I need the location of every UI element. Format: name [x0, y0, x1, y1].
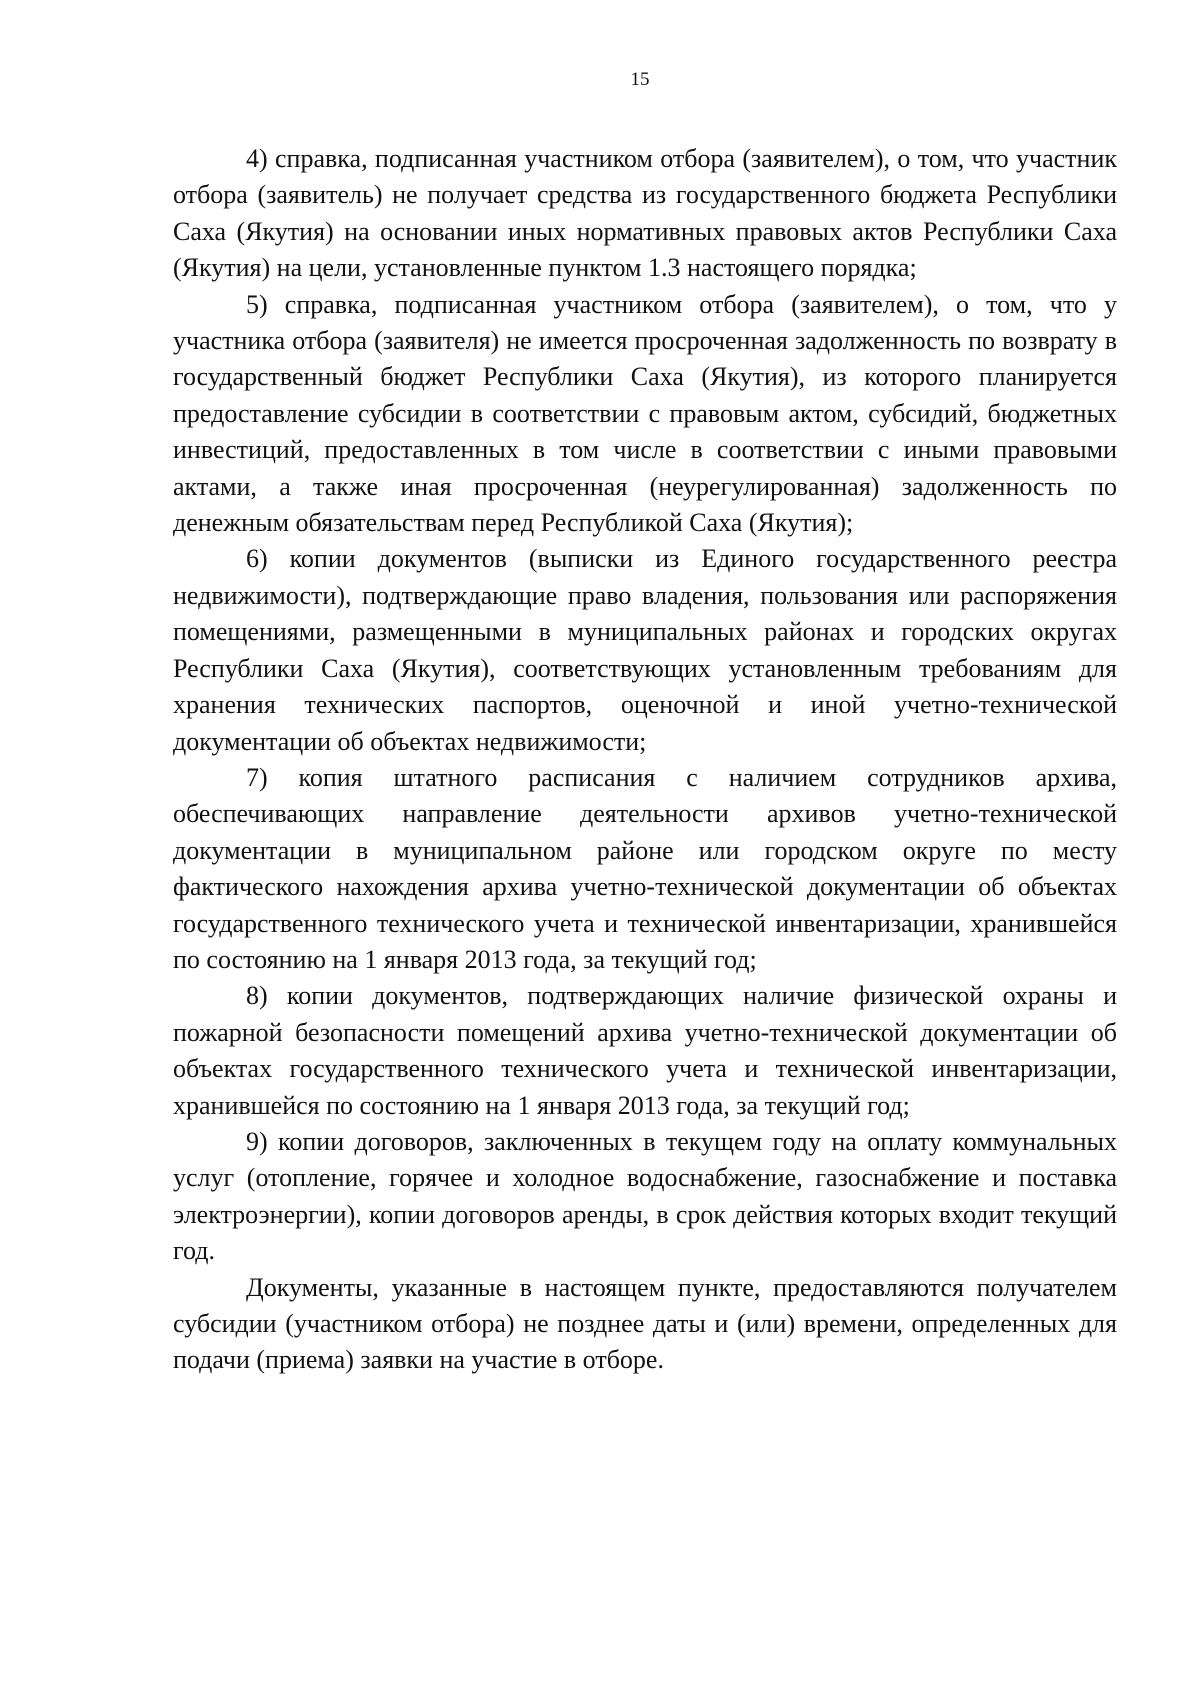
page-number: 15: [630, 69, 650, 90]
paragraph-item-6: 6) копии документов (выписки из Единого государственного реестра недвижимости), подтверждающие право владения, пользования или распоряжения помещениями, размещенными в муниципальных районах и городских округах Республики Саха (Якутия), соответствующих установленным требованиям для хранения технических паспортов, оценочной и иной учетно-технической документации об объектах недвижимости;: [173, 544, 1117, 756]
paragraph-item-5: 5) справка, подписанная участником отбора (заявителем), о том, что у участника отбора (заявителя) не имеется просроченная задолженность по возврату в государственный бюджет Республики Саха (Якутия), из которого планируется предоставление субсидии в соответствии с правовым актом, субсидий, бюджетных инвестиций, предоставленных в том числе в соответствии с иными правовыми актами, а также иная просроченная (неурегулированная) задолженность по денежным обязательствам перед Республикой Саха (Якутия);: [173, 289, 1117, 538]
document-body: [173, 141, 1117, 1379]
paragraph-item-7: 7) копия штатного расписания с наличием сотрудников архива, обеспечивающих направление деятельности архивов учетно-технической документации в муниципальном районе или городском округе по месту фактического нахождения архива учетно-технической документации об объектах государственного технического учета и технической инвентаризации, хранившейся по состоянию на 1 января 2013 года, за текущий год;: [173, 762, 1117, 974]
paragraph-item-9: 9) копии договоров, заключенных в текущем году на оплату коммунальных услуг (отопление, горячее и холодное водоснабжение, газоснабжение и поставка электроэнергии), копии договоров аренды, в срок действия которых входит текущий год.: [173, 1126, 1117, 1266]
paragraph-item-4: 4) справка, подписанная участником отбора (заявителем), о том, что участник отбора (заявитель) не получает средства из государственного бюджета Республики Саха (Якутия) на основании иных нормативных правовых актов Республики Саха (Якутия) на цели, установленные пунктом 1.3 настоящего порядка;: [173, 144, 1117, 283]
paragraph-documents-note: Документы, указанные в настоящем пункте, предоставляются получателем субсидии (участником отбора) не позднее даты и (или) времени, определенных для подачи (приема) заявки на участие в отборе.: [173, 1272, 1117, 1375]
paragraph-item-8: 8) копии документов, подтверждающих наличие физической охраны и пожарной безопасности помещений архива учетно-технической документации об объектах государственного технического учета и технической инвентаризации, хранившейся по состоянию на 1 января 2013 года, за текущий год;: [173, 981, 1117, 1120]
